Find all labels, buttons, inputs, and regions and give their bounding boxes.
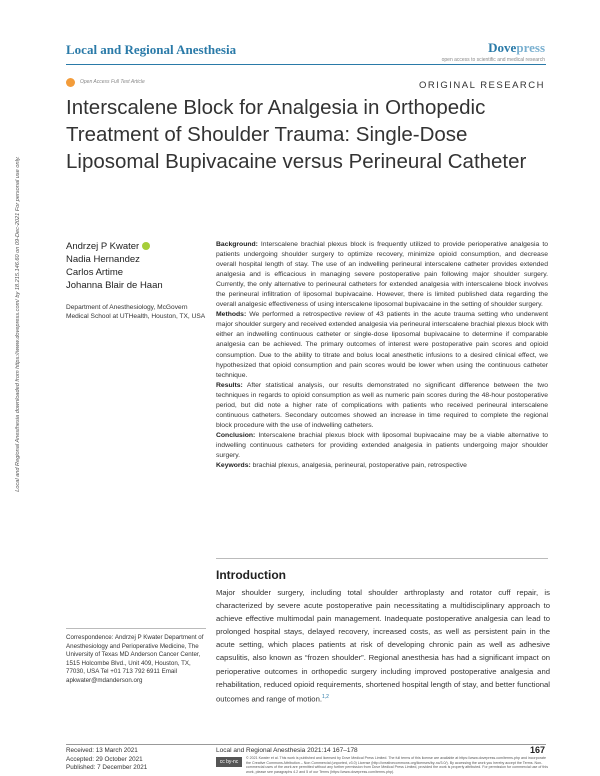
footer-citation: Local and Regional Anesthesia 2021:14 167–178 <box>216 747 358 754</box>
section-heading-introduction: Introduction <box>216 568 286 582</box>
text-results: After statistical analysis, our results demonstrated no significant difference between the two techniques in regards to opioid consumption as well as numeric pain scores during the 48-hour postoperative period, but did note a higher rate of complications with patients who received perineural interscalene continuous catheters. Secondary outcomes showed an increase in time required to complete the regional block procedure with the use of indwelling catheters. <box>216 381 548 429</box>
introduction-text <box>216 586 550 705</box>
label-keywords: Keywords: <box>216 462 251 470</box>
publisher-tagline: open access to scientific and medical research <box>441 57 545 63</box>
text-methods: We performed a retrospective review of 43 patients in the acute trauma setting who underwent major shoulder surgery and received extended analgesia via perineural interscalene brachial plexus block with either an indwelling continuous catheter or single-dose liposomal bupivacaine to determine if comparable analgesia can be achieved. The primary outcomes of interest were postoperative pain scores and opioid consumption. Due to the ability to titrate and bolus local anesthetic infusions to a desired clinical effect, we hypothesized that opioid consumption and pain scores would be lower when using the continuous catheter technique. <box>216 311 549 379</box>
author-name: Andrzej P Kwater <box>66 241 140 252</box>
text-keywords: brachial plexus, analgesia, perineural, postoperative pain, retrospective <box>252 462 467 470</box>
abstract-divider <box>216 558 548 559</box>
abstract-methods <box>216 310 548 380</box>
license-text: © 2021 Kwater et al. This work is published and licensed by Dove Medical Press Limited. The full terms of this license are available at https://www.dovepress.com/terms.php and incorporate the Creative Commons Attribution – Non Commercial (unported, v3.0) License (http://creativecommons.org/licenses/by-nc/3.0/). By accessing the work you hereby accept the Terms. Non-commercial uses of the work are permitted without any further permission from Dove Medical Press Limited, provided the work is properly attributed. For permission for commercial use of this work, please see paragraphs 4.2 and 5 of our Terms (https://www.dovepress.com/terms.php). <box>246 756 548 774</box>
journal-name: Local and Regional Anesthesia <box>66 42 237 57</box>
publisher-logo <box>488 40 545 56</box>
author <box>66 240 163 253</box>
abstract-keywords <box>216 461 548 471</box>
header-divider <box>66 64 546 65</box>
correspondence: Correspondence: Andrzej P Kwater Department of Anesthesiology and Perioperative Medicine, The University of Texas MD Anderson Cancer Center, 1515 Holcombe Blvd., Unit 409, Houston, TX, 77030, USA Tel +01 713 792 6911 Email apkwater@mdanderson.org <box>66 634 204 684</box>
abstract-background <box>216 240 548 310</box>
label-methods: Methods: <box>216 311 247 319</box>
page-number: 167 <box>529 745 545 755</box>
abstract-results <box>216 381 548 431</box>
open-access-icon <box>66 78 75 87</box>
text-background: Interscalene brachial plexus block is frequently utilized to provide perioperative analgesia to patients undergoing shoulder surgery to optimize recovery, minimize opioid consumption, and decrease overall hospital length of stay. The use of an indwelling perineural interscalene catheter provides extended analgesia and is efficacious in managing severe postoperative pain following major shoulder surgery. Currently, the only alternative to perineural catheters for extended analgesia with interscalene block involves the perineural infiltration of liposomal bupivacaine. However, there is limited published data regarding the overall analgesic effectiveness of using interscalene liposomal bupivacaine in the setting of shoulder surgery. <box>216 241 548 309</box>
intro-body: Major shoulder surgery, including total shoulder arthroplasty and rotator cuff repair, is characterized by severe acute postoperative pain necessitating a multidisciplinary approach to achieve effective multimodal pain management. Inadequate postoperative analgesia can lead to prolonged hospital stays, delayed recovery, increased costs, as well as persistent pain in the acute setting, which places patients at risk of developing chronic pain as well as adhesive capsulitis, also known as “frozen shoulder”. Regional anesthesia has had a significant impact on perioperative outcomes in orthopedic surgery including improved postoperative analgesia and rehabilitation, reduced opioid requirements, shortened hospital length of stay, and better functional outcomes and range of motion. <box>216 588 550 704</box>
published-date: Published: 7 December 2021 <box>66 764 148 771</box>
article-title: Interscalene Block for Analgesia in Orthopedic Treatment of Shoulder Trauma: Single-Dose Liposomal Bupivacaine versus Perineural Catheter <box>66 96 527 173</box>
label-background: Background: <box>216 241 258 248</box>
footer-divider <box>66 744 546 745</box>
abstract-conclusion <box>216 431 548 461</box>
publisher-name-b: press <box>516 40 545 55</box>
affiliation: Department of Anesthesiology, McGovern Medical School at UTHealth, Houston, TX, USA <box>66 304 206 320</box>
received-date: Received: 13 March 2021 <box>66 747 138 754</box>
orcid-icon[interactable] <box>142 242 150 250</box>
download-note: Local and Regional Anesthesia downloaded from https://www.dovepress.com/ by 18.215.146.60 on 09-Dec-2021 For personal use only. <box>15 156 21 492</box>
citation-ref[interactable]: 1,2 <box>321 693 329 700</box>
author-list <box>66 240 163 292</box>
article-dates <box>66 747 147 773</box>
abstract <box>216 240 548 471</box>
author: Johanna Blair de Haan <box>66 280 163 291</box>
cc-license-badge[interactable]: cc by-nc <box>216 757 242 767</box>
text-conclusion: Interscalene brachial plexus block with liposomal bupivacaine may be a viable alternative to indwelling continuous catheters for providing extended analgesia in patients undergoing major shoulder surgery. <box>216 431 548 459</box>
label-conclusion: Conclusion: <box>216 431 256 439</box>
section-label: ORIGINAL RESEARCH <box>419 80 545 91</box>
label-results: Results: <box>216 381 243 389</box>
open-access-label: Open Access Full Text Article <box>80 79 145 85</box>
correspondence-divider <box>66 628 206 629</box>
author: Carlos Artime <box>66 267 124 278</box>
publisher-name-a: Dove <box>488 40 517 55</box>
author: Nadia Hernandez <box>66 254 140 265</box>
accepted-date: Accepted: 29 October 2021 <box>66 755 143 763</box>
